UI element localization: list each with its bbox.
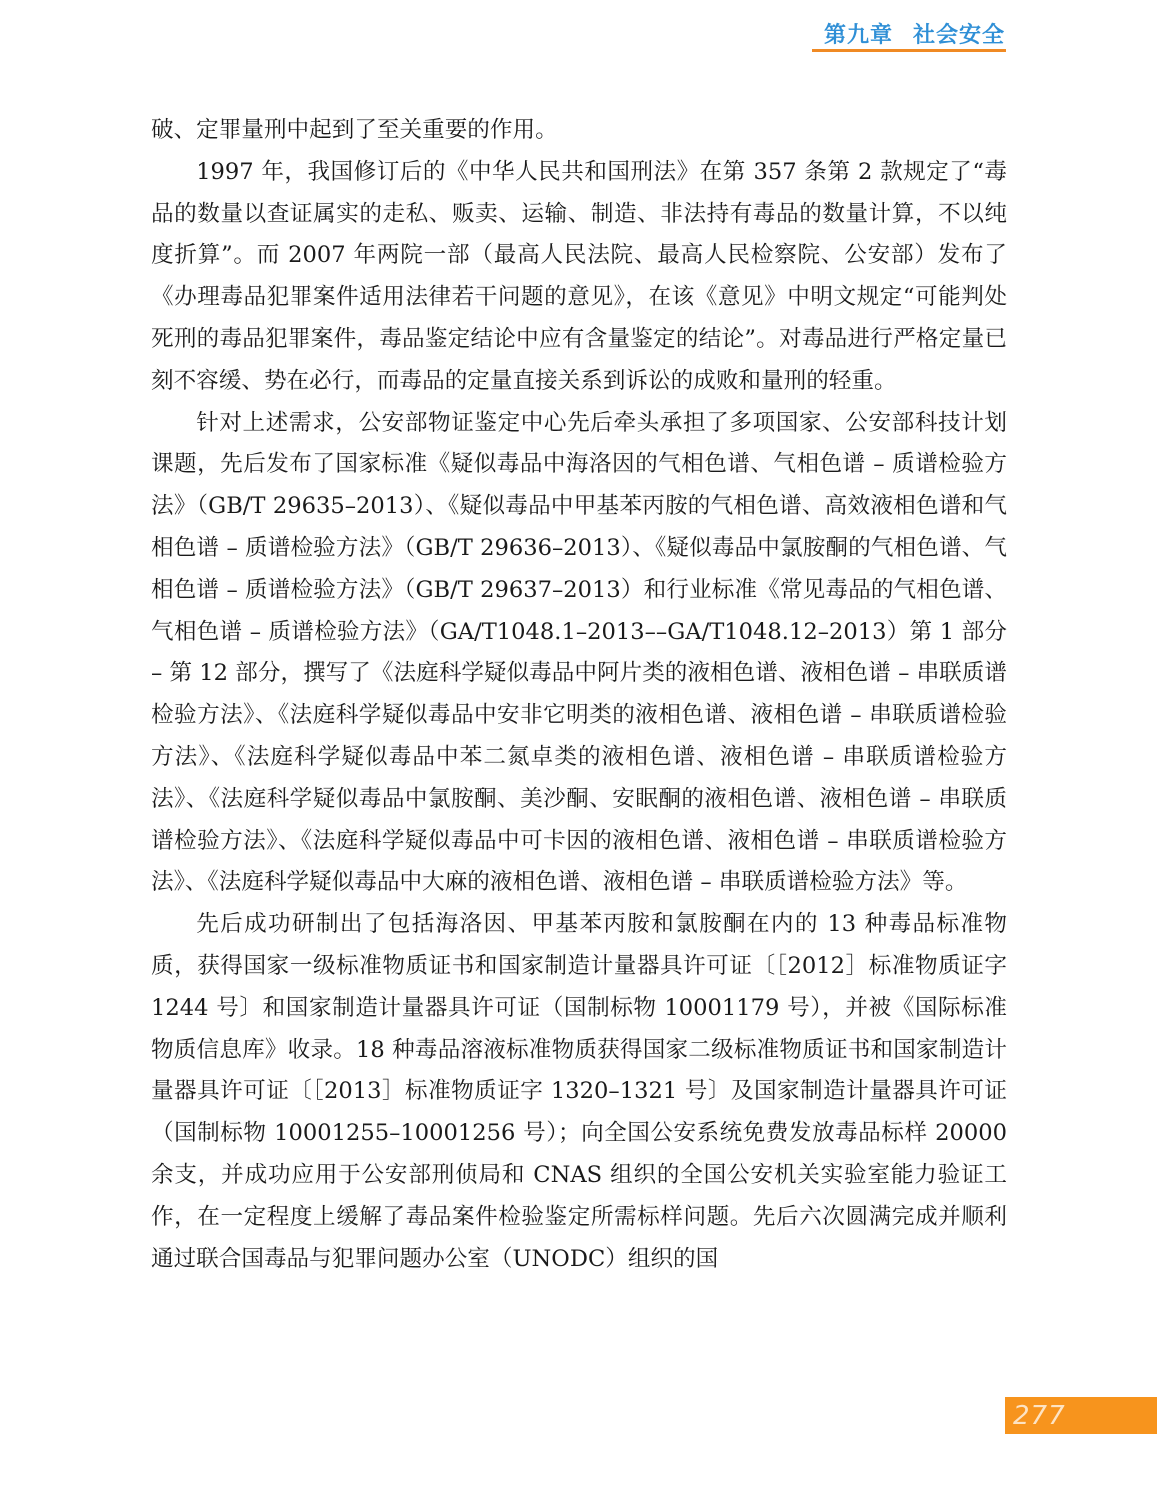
page-number: 277 (1013, 1400, 1066, 1431)
paragraph-criminal-law: 1997 年，我国修订后的《中华人民共和国刑法》在第 357 条第 2 款规定了“毒品的数量以查证属实的走私、贩卖、运输、制造、非法持有毒品的数量计算，不以纯度折算”。而 2007 年两院一部（最高人民法院、最高人民检察院、公安部）发布了《办理毒品犯罪案件适用法律若干问题的意见》，在该《意见》中明文规定“可能判处死刑的毒品犯罪案件，毒品鉴定结论中应有含量鉴定的结论”。对毒品进行严格定量已刻不容缓、势在必行，而毒品的定量直接关系到诉讼的成败和量刑的轻重。 (151, 158, 1008, 394)
chapter-title: 社会安全 (912, 22, 1005, 48)
page-number-box (1005, 1397, 1157, 1434)
chapter-header (800, 14, 1005, 52)
chapter-underline (812, 49, 1006, 52)
paragraph-reference-materials: 先后成功研制出了包括海洛因、甲基苯丙胺和氯胺酮在内的 13 种毒品标准物质，获得国家一级标准物质证书和国家制造计量器具许可证〔［2012］标准物质证字 1244 号〕和国家制造计量器具许可证（国制标物 10001179 号），并被《国际标准物质信息库》收录。18 种毒品溶液标准物质获得国家二级标准物质证书和国家制造计量器具许可证〔［2013］标准物质证字 1320–1321 号〕及国家制造计量器具许可证（国制标物 10001255–10001256 号）；向全国公安系统免费发放毒品标样 20000 余支，并成功应用于公安部刑侦局和 CNAS 组织的全国公安机关实验室能力验证工作，在一定程度上缓解了毒品案件检验鉴定所需标样问题。先后六次圆满完成并顺利通过联合国毒品与犯罪问题办公室（UNODC）组织的国 (151, 911, 1007, 1272)
chapter-number: 第九章 (823, 22, 893, 48)
body-text (151, 110, 1007, 1280)
paragraph-continued: 破、定罪量刑中起到了至关重要的作用。 (151, 117, 558, 143)
paragraph-standards: 针对上述需求，公安部物证鉴定中心先后牵头承担了多项国家、公安部科技计划课题，先后发布了国家标准《疑似毒品中海洛因的气相色谱、气相色谱 – 质谱检验方法》（GB/T 29635–2013）、《疑似毒品中甲基苯丙胺的气相色谱、高效液相色谱和气相色谱 – 质谱检验方法》（GB/T 29636–2013）、《疑似毒品中氯胺酮的气相色谱、气相色谱 – 质谱检验方法》（GB/T 29637–2013）和行业标准《常见毒品的气相色谱、气相色谱 – 质谱检验方法》（GA/T1048.1–2013––GA/T1048.12–2013）第 1 部分 – 第 12 部分，撰写了《法庭科学疑似毒品中阿片类的液相色谱、液相色谱 – 串联质谱检验方法》、《法庭科学疑似毒品中安非它明类的液相色谱、液相色谱 – 串联质谱检验方法》、《法庭科学疑似毒品中苯二氮卓类的液相色谱、液相色谱 – 串联质谱检验方法》、《法庭科学疑似毒品中氯胺酮、美沙酮、安眠酮的液相色谱、液相色谱 – 串联质谱检验方法》、《法庭科学疑似毒品中可卡因的液相色谱、液相色谱 – 串联质谱检验方法》、《法庭科学疑似毒品中大麻的液相色谱、液相色谱 – 串联质谱检验方法》等。 (151, 409, 1007, 896)
